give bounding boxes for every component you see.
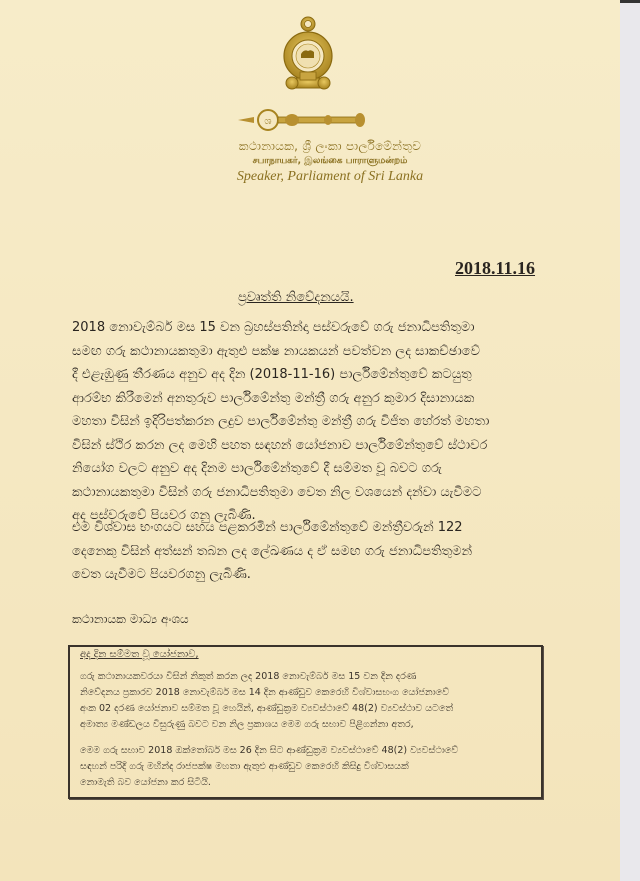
paragraph-line: දී එළැඹුණු තීරණය අනුව අද දින (2018-11-16) පාර්ලිමේන්තුවේ කටයුතු [72, 367, 472, 382]
motion-line: මෙම ගරු සභාව 2018 ඔක්තෝබර් මස 26 දින සිට ආණ්ඩුක්‍රම ව්‍යවස්ථාවේ 48(2) ව්‍යවස්ථාවේ [80, 745, 459, 756]
motion-line: ගරු කථානායකවරයා විසින් නිකුත් කරන ලද 2018 නොවැම්බර් මස 15 වන දින දරණ [80, 671, 417, 682]
document-heading: ප්‍රවෘත්ති නිවේදනයයි. [238, 290, 354, 305]
paragraph-line: කථානායකතුමා විසින් ගරු ජනාධිපතිතුමා වෙත නිල වශයෙන් දන්වා යැවීමට [72, 484, 482, 500]
background-edge [620, 0, 640, 881]
paragraph-line: මහතා විසින් ඉදිරිපත්කරන ලදුව පාර්ලිමේන්තු මන්ත්‍රී ගරු විජිත හේරත් මහතා [72, 414, 490, 429]
motion-line: නිවේදනය ප්‍රකාරව 2018 නොවැම්බර් මස 14 දින ආණ්ඩුව කෙරෙහි විශ්වාසභංග යෝජනාවේ [80, 687, 450, 698]
letterhead-sinhala: කථානායක, ශ්‍රී ලංකා පාර්ලිමේන්තුව [238, 139, 422, 153]
paragraph-line: නියෝග වලට අනුව අද දිනම පාර්ලිමේන්තුවේ දී සම්මත වූ බවට ගරු [72, 461, 442, 476]
paragraph-line: ආරම්භ කිරීමෙන් අනතුරුව පාර්ලිමේන්තු මන්ත්‍රී ගරු අනුර කුමාර දිසානායක [72, 390, 475, 406]
paragraph-line: දෙනෙකු විසින් අත්සන් තබන ලද ලේඛණය ද ඒ සමඟ ගරු ජනාධිපතිතුමන් [72, 543, 473, 559]
paragraph-line: අද පස්වරුවේ පියවර ගනු ලැබිණි. [72, 508, 256, 523]
document-date: 2018.11.16 [455, 258, 536, 278]
paragraph-line: විසින් ස්ථිර කරන ලද මෙහි පහත සඳහන් යෝජනාව පාර්ලිමේන්තුවේ ස්ථාවර [72, 437, 488, 453]
letterhead-english: Speaker, Parliament of Sri Lanka [236, 169, 424, 184]
motion-box [68, 645, 543, 799]
letterhead-tamil: சபாநாயகர், இலங்கை பாராளுமன்றம் [252, 156, 408, 166]
motion-line: නොමැති බව යෝජනා කර සිටියි. [80, 777, 211, 788]
speaker-mace-icon [236, 105, 368, 135]
paragraph-line: එම විශ්වාස භංගයට සහය පළකරමින් පාර්ලිමේන්තුවේ මන්ත්‍රීවරුන් 122 [72, 520, 463, 535]
paragraph-line: සමඟ ගරු කථානායකතුමා ඇතුළු පක්ෂ නායකයන් පවත්වන ලද සාකච්ඡාවේ [72, 343, 480, 359]
motion-line: අංක 02 දරණ යෝජනාව සම්මත වූ හෙයින්, ආණ්ඩුක්‍රම ව්‍යවස්ථාවේ 48(2) ව්‍යවස්ථාව යටතේ [80, 703, 454, 714]
paragraph-line: වෙත යැවීමට පියවරගනු ලැබිණි. [72, 567, 251, 582]
paragraph-1 [72, 316, 550, 528]
motion-paragraph-1 [80, 669, 532, 733]
paragraph-line: 2018 නොවැම්බර් මස 15 වන බ්‍රහස්පතින්දා පස්වරුවේ ගරු ජනාධිපතිතුමා [72, 320, 475, 335]
background-corner [620, 0, 640, 3]
sri-lanka-emblem-icon [278, 14, 338, 96]
paragraph-2 [72, 516, 550, 587]
motion-line: සඳහන් පරිදි ගරු මහින්ද රාජපක්ෂ මහතා ඇතුළු ආණ්ඩුව කෙරෙහි කිසිදු විශ්වාසයක් [80, 761, 409, 772]
svg-text:ශ: ශ [264, 116, 272, 127]
signoff: කථානායක මාධ්‍ය අංශය [72, 612, 189, 626]
motion-box-title: අද දින සම්මත වූ යෝජනාව, [80, 649, 199, 660]
motion-paragraph-2 [80, 743, 532, 791]
letterhead [180, 138, 480, 186]
motion-line: අමාත්‍ය මණ්ඩලය විසුරුණු බවට වන නිල ප්‍රකාශය මෙම ගරු සභාව පිළිගන්නා අතර, [80, 719, 414, 730]
